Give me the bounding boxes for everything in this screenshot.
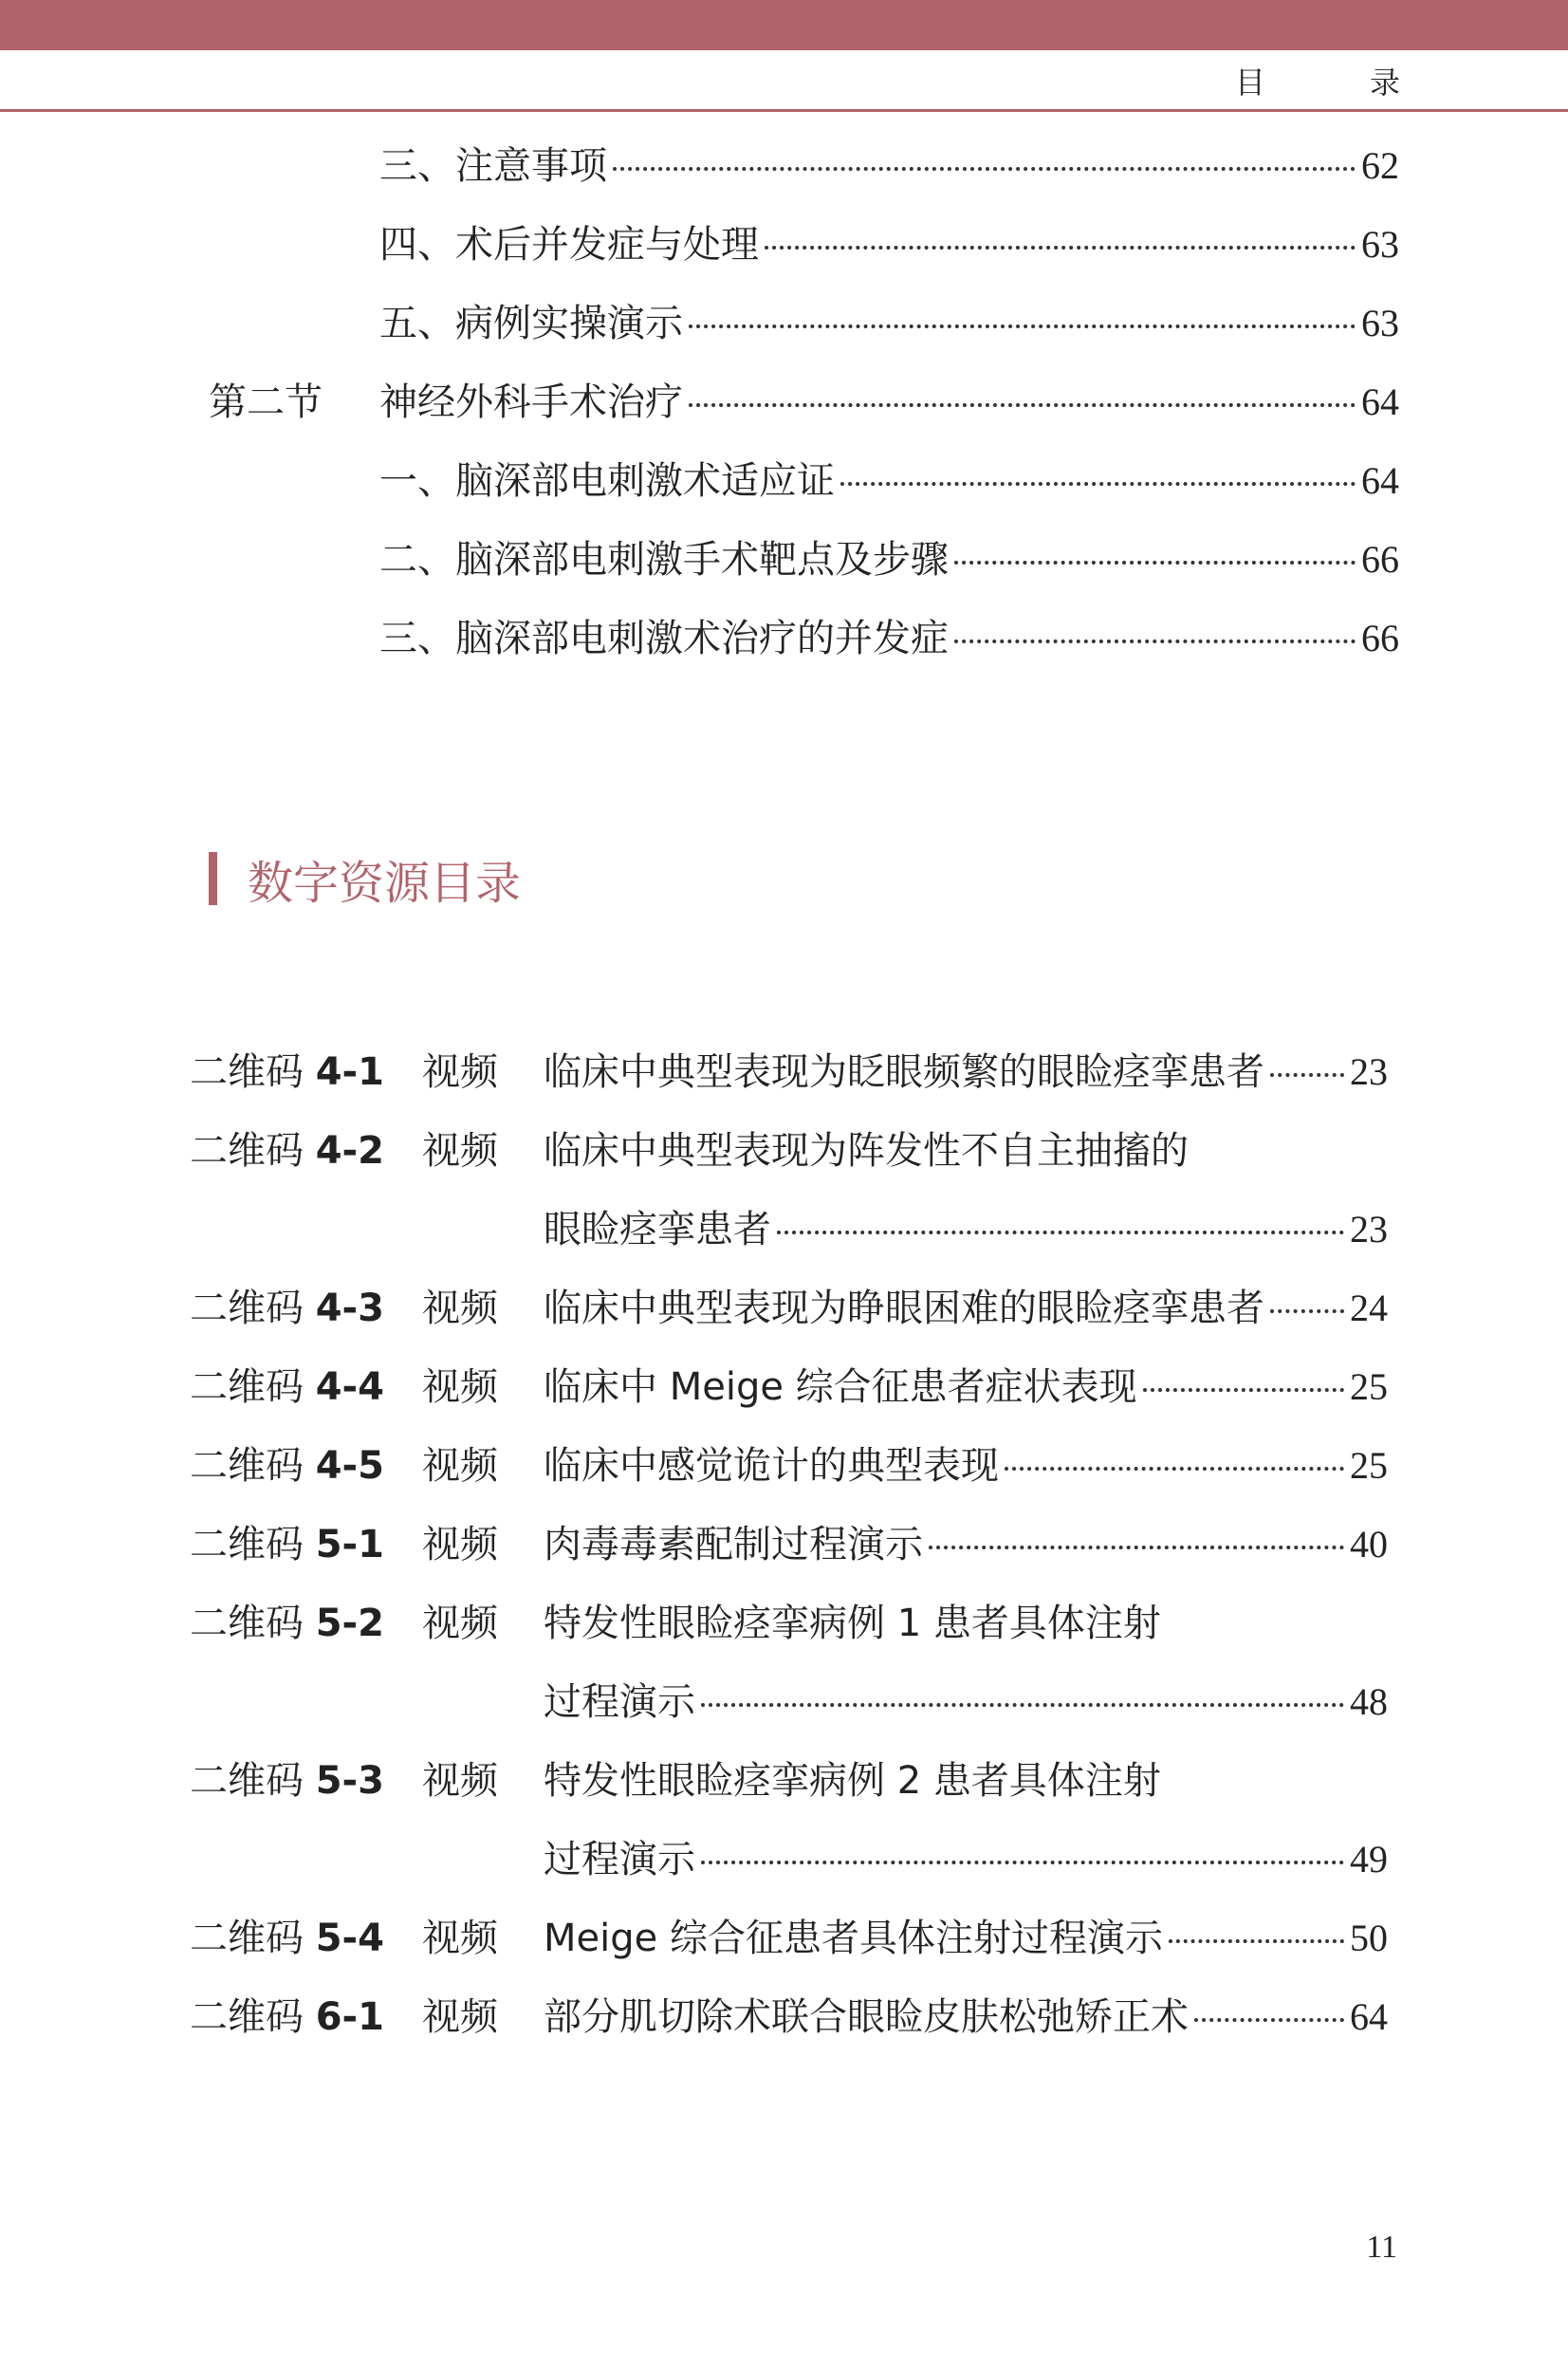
toc-entry-page: 62 (1361, 144, 1399, 187)
qr-code-label: 二维码 4-1 (190, 1050, 384, 1094)
resource-title: 临床中典型表现为眨眼频繁的眼睑痉挛患者 (544, 1050, 1264, 1094)
resource-page: 24 (1350, 1287, 1388, 1329)
dot-leader (689, 403, 1356, 407)
toc-entry-page: 63 (1361, 302, 1399, 344)
qr-code-label: 二维码 5-4 (190, 1917, 384, 1960)
dot-leader (777, 1231, 1344, 1234)
resource-entry[interactable] (190, 1127, 1388, 1175)
resource-entry-continuation[interactable] (544, 1678, 1388, 1726)
qr-code-label: 二维码 4-3 (190, 1287, 384, 1330)
resource-type: 视频 (422, 1444, 498, 1488)
toc-entry-page: 64 (1361, 459, 1399, 502)
resource-title: 临床中典型表现为阵发性不自主抽搐的 (544, 1129, 1189, 1173)
running-header-title: 目 录 (1234, 65, 1448, 101)
resource-entry[interactable] (190, 1757, 1388, 1805)
resource-entry[interactable] (190, 1048, 1388, 1096)
dot-leader (1270, 1309, 1344, 1313)
toc-entry[interactable] (379, 615, 1399, 662)
toc-section-number: 第二节 (209, 380, 323, 424)
qr-code-label: 二维码 4-4 (190, 1365, 384, 1409)
resource-title: 特发性眼睑痉挛病例 2 患者具体注射 (544, 1759, 1161, 1803)
toc-entry-page: 64 (1361, 380, 1399, 423)
toc-entry-page: 63 (1361, 223, 1399, 266)
resource-page: 64 (1350, 1995, 1388, 2038)
resource-title: 部分肌切除术联合眼睑皮肤松弛矫正术 (544, 1995, 1189, 2039)
resource-page: 23 (1350, 1050, 1388, 1093)
resource-entry-continuation[interactable] (544, 1836, 1388, 1883)
resource-page: 50 (1350, 1917, 1388, 1959)
toc-entry[interactable] (379, 457, 1399, 505)
dot-leader (954, 639, 1356, 643)
resource-title-continued: 过程演示 (544, 1838, 695, 1881)
dot-leader (954, 561, 1356, 565)
resource-entry[interactable] (190, 1993, 1388, 2041)
resource-type: 视频 (422, 1523, 498, 1566)
dot-leader (701, 1861, 1344, 1864)
toc-entry-label: 三、脑深部电刺激术治疗的并发症 (379, 617, 949, 660)
resource-entry[interactable] (190, 1915, 1388, 1962)
resource-title-continued: 过程演示 (544, 1680, 695, 1724)
page-number: 11 (1366, 2230, 1397, 2265)
resource-page: 25 (1350, 1444, 1388, 1487)
dot-leader (701, 1703, 1344, 1707)
resource-title: 临床中感觉诡计的典型表现 (544, 1444, 999, 1488)
resource-title: 肉毒毒素配制过程演示 (544, 1523, 923, 1566)
digital-resources-heading (209, 852, 522, 910)
toc-entry-label: 神经外科手术治疗 (379, 380, 683, 424)
resource-title: 临床中 Meige 综合征患者症状表现 (544, 1365, 1137, 1409)
heading-accent-bar (209, 852, 217, 905)
resource-entry[interactable] (190, 1363, 1388, 1411)
qr-code-label: 二维码 6-1 (190, 1995, 384, 2039)
toc-entry-label: 二、脑深部电刺激手术靶点及步骤 (379, 538, 949, 582)
dot-leader (1143, 1388, 1344, 1392)
dot-leader (689, 324, 1356, 328)
toc-entry-label: 三、注意事项 (379, 144, 607, 188)
toc-entry[interactable] (379, 142, 1399, 190)
dot-leader (840, 482, 1356, 486)
header-color-band (0, 0, 1568, 50)
qr-code-label: 二维码 4-5 (190, 1444, 384, 1488)
resource-entry[interactable] (190, 1521, 1388, 1568)
toc-entry-label: 一、脑深部电刺激术适应证 (379, 459, 835, 503)
resource-entry[interactable] (190, 1285, 1388, 1332)
qr-code-label: 二维码 4-2 (190, 1129, 384, 1173)
toc-entry-page: 66 (1361, 617, 1399, 659)
resource-type: 视频 (422, 1050, 498, 1094)
resource-type: 视频 (422, 1995, 498, 2039)
resource-page: 49 (1350, 1838, 1388, 1881)
resource-title: 特发性眼睑痉挛病例 1 患者具体注射 (544, 1602, 1161, 1645)
resource-entry-continuation[interactable] (544, 1206, 1388, 1253)
resource-page: 23 (1350, 1208, 1388, 1251)
qr-code-label: 二维码 5-1 (190, 1523, 384, 1566)
resource-entry[interactable] (190, 1442, 1388, 1490)
resource-entry[interactable] (190, 1600, 1388, 1647)
resource-type: 视频 (422, 1917, 498, 1960)
resource-type: 视频 (422, 1365, 498, 1409)
resource-page: 40 (1350, 1523, 1388, 1566)
resource-page: 48 (1350, 1680, 1388, 1723)
resource-title: 临床中典型表现为睁眼困难的眼睑痉挛患者 (544, 1287, 1264, 1330)
header-rule (0, 109, 1568, 112)
toc-entry-label: 五、病例实操演示 (379, 302, 683, 345)
resource-title-continued: 眼睑痉挛患者 (544, 1208, 771, 1251)
resource-type: 视频 (422, 1129, 498, 1173)
toc-entry[interactable] (379, 221, 1399, 269)
digital-resources-title: 数字资源目录 (248, 856, 522, 910)
resource-type: 视频 (422, 1602, 498, 1645)
resource-title: Meige 综合征患者具体注射过程演示 (544, 1917, 1163, 1960)
dot-leader (1270, 1073, 1344, 1077)
toc-entry-page: 66 (1361, 538, 1399, 581)
resource-type: 视频 (422, 1759, 498, 1803)
qr-code-label: 二维码 5-3 (190, 1759, 384, 1803)
toc-entry-label: 四、术后并发症与处理 (379, 223, 759, 267)
dot-leader (613, 167, 1356, 171)
dot-leader (1194, 2018, 1344, 2022)
dot-leader (1005, 1467, 1344, 1471)
toc-entry[interactable] (379, 300, 1399, 347)
toc-section-entry[interactable] (209, 379, 1399, 426)
resource-page: 25 (1350, 1365, 1388, 1408)
dot-leader (1169, 1939, 1344, 1943)
qr-code-label: 二维码 5-2 (190, 1602, 384, 1645)
dot-leader (929, 1546, 1344, 1549)
resource-type: 视频 (422, 1287, 498, 1330)
dot-leader (765, 246, 1356, 250)
toc-entry[interactable] (379, 536, 1399, 584)
